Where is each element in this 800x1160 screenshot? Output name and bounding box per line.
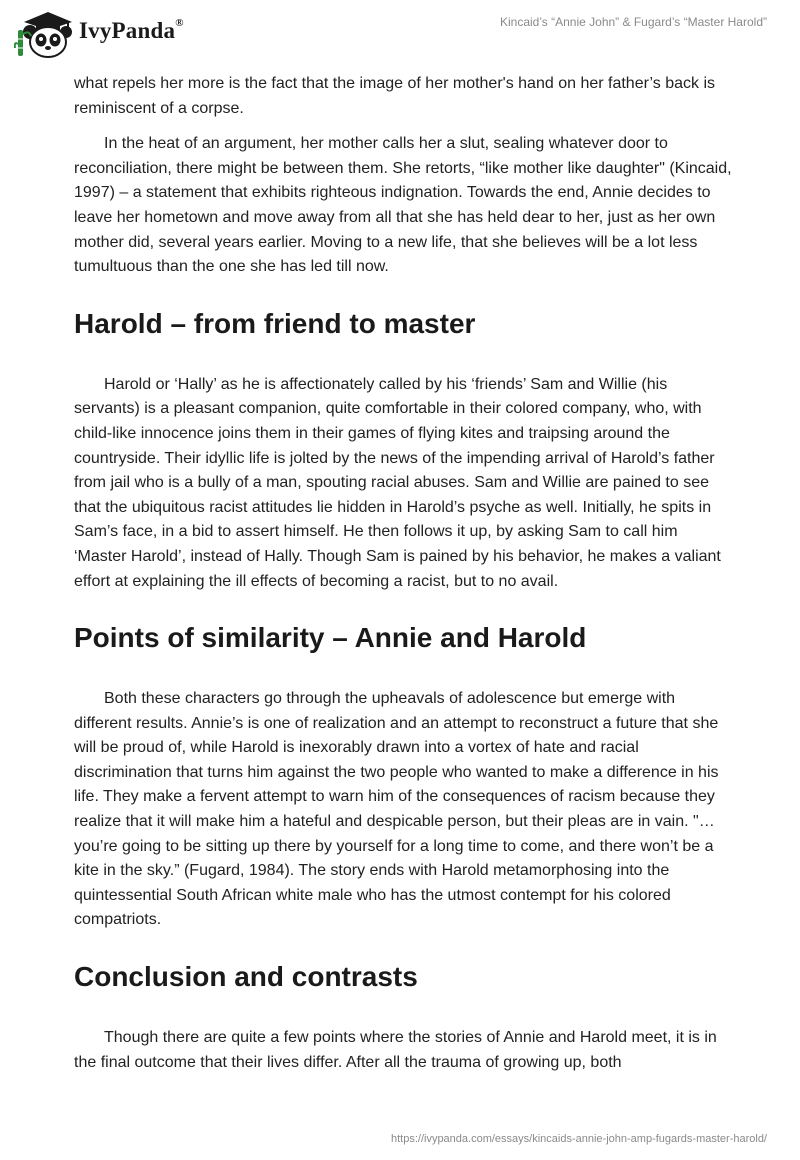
- brand-text: IvyPanda: [79, 18, 176, 43]
- section-heading: Harold – from friend to master: [74, 307, 476, 339]
- paragraph: Both these characters go through the upheavals of adolescence but emerge with different results. Annie’s is one of realization and an attempt to reconstruct a future that she will be proud of, while Harold is inexorably drawn into a vortex of hate and racial discrimination that turns him against the two people who wanted to make a difference in his life. They make a fervent attempt to warn him of the consequences of racism because they realize that it will make him a hateful and despicable person, but their pleas are in vain. "… you’re going to be sitting up there by yourself for a long time to come, and there won’t be a kite in the sky.” (Fugard, 1984). The story ends with Harold metamorphosing into the quintessential South African white male who has the utmost contempt for his colored compatriots.: [74, 690, 719, 929]
- page-header: [0, 0, 800, 70]
- section-heading: Conclusion and contrasts: [74, 961, 418, 993]
- panda-logo-icon[interactable]: [14, 8, 74, 58]
- source-url[interactable]: https://ivypanda.com/essays/kincaids-annie-john-amp-fugards-master-harold/: [390, 1133, 767, 1145]
- running-title: Kincaid’s “Annie John” & Fugard’s “Master Harold”: [499, 15, 767, 29]
- paragraph: Though there are quite a few points where the stories of Annie and Harold meet, it is in the final outcome that their lives differ. After all the trauma of growing up, both: [74, 1029, 717, 1071]
- section-heading: Points of similarity – Annie and Harold: [74, 622, 587, 654]
- brand-name[interactable]: [79, 18, 184, 44]
- paragraph: In the heat of an argument, her mother calls her a slut, sealing whatever door to reconciliation, there might be between them. She retorts, “like mother like daughter" (Kincaid, 1997) – a statement that exhibits righteous indignation. Towards the end, Annie decides to leave her hometown and move away from all that she has held dear to her, just as her own mother did, several years earlier. Moving to a new life, that she believes will be a lot less tumultuous than the one she has led till now.: [74, 135, 732, 276]
- paragraph: what repels her more is the fact that the image of her mother's hand on her father’s back is reminiscent of a corpse.: [74, 75, 716, 117]
- paragraph: Harold or ‘Hally’ as he is affectionately called by his ‘friends’ Sam and Willie (his servants) is a pleasant companion, quite comfortable in their colored company, who, with child-like innocence joins them in their games of flying kites and traipsing around the countryside. Their idyllic life is jolted by the news of the impending arrival of Harold’s father from jail who is a bully of a man, spouting racial abuses. Sam and Willie are pained to see that the ubiquitous racist attitudes lie hidden in Harold’s psyche as well. Initially, he spits in Sam’s face, in a bid to assert himself. He then follows it up, by asking Sam to call him ‘Master Harold’, instead of Hally. Though Sam is pained by his behavior, he makes a valiant effort at explaining the ill effects of becoming a racist, but to no avail.: [74, 375, 721, 590]
- registered-mark: ®: [175, 17, 184, 30]
- essay-body: [74, 72, 734, 1075]
